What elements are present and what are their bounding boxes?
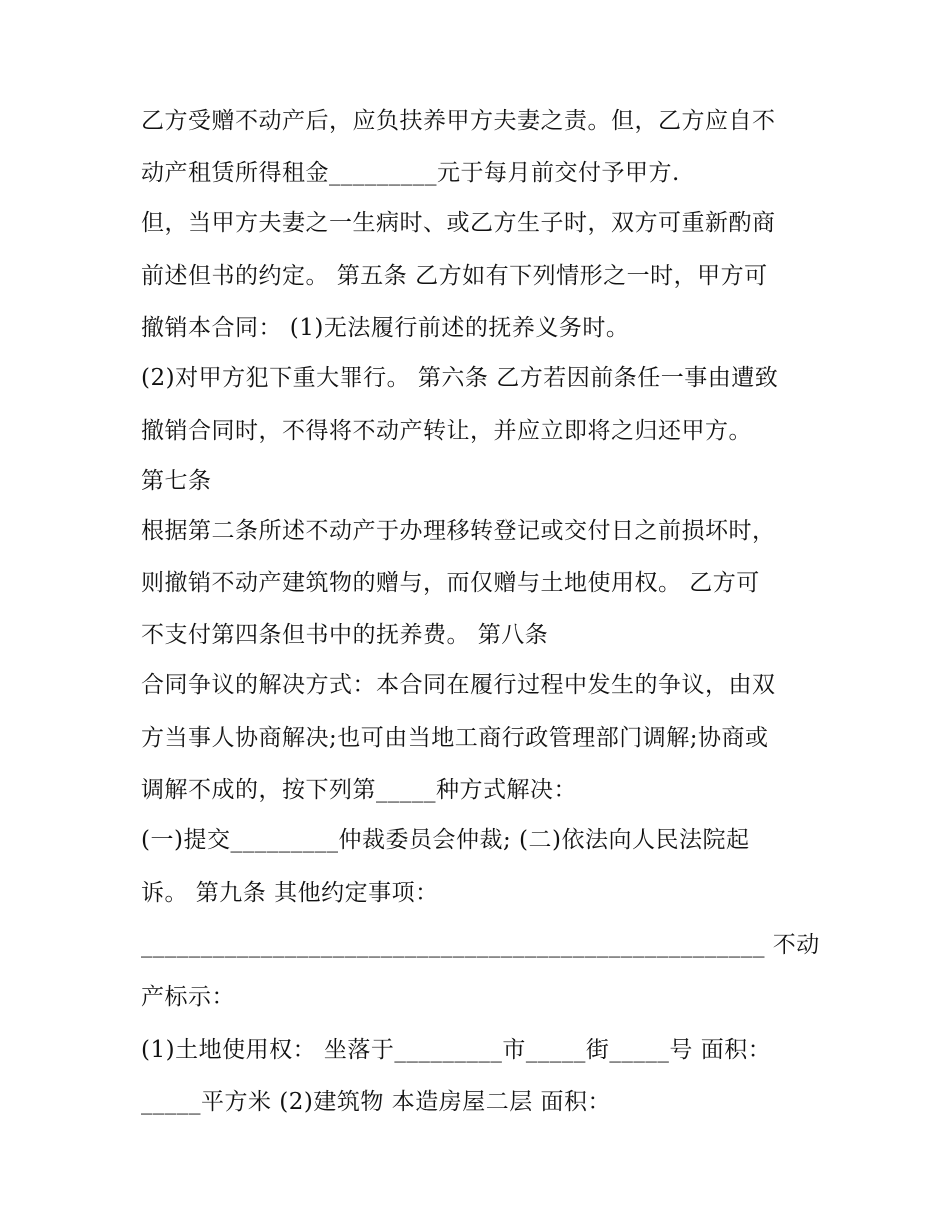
text-line: 撤销合同时，不得将不动产转让，并应立即将之归还甲方。	[141, 417, 752, 444]
text-line: 则撤销不动产建筑物的赠与，而仅赠与土地使用权。 乙方可	[141, 569, 760, 596]
text-line: 根据第二条所述不动产于办理移转登记或交付日之前损坏时，	[141, 517, 776, 544]
text-line: 乙方受赠不动产后，应负扶养甲方夫妻之责。但，乙方应自不	[141, 108, 776, 134]
text-line: (2)对甲方犯下重大罪行。 第六条 乙方若因前条任一事由遭致	[141, 365, 779, 392]
document-body	[141, 108, 821, 1141]
text-line: 诉。 第九条 其他约定事项：	[141, 879, 439, 906]
text-line: 不支付第四条但书中的抚养费。 第八条	[141, 622, 549, 649]
text-line: 第七条	[141, 467, 212, 494]
text-line: 动产租赁所得租金_________元于每月前交付予甲方.	[141, 160, 680, 187]
text-line: 但，当甲方夫妻之一生病时、或乙方生子时，双方可重新酌商	[141, 210, 776, 237]
text-line: 产标示：	[141, 984, 235, 1011]
text-line: 方当事人协商解决;也可由当地工商行政管理部门调解;协商或	[141, 724, 769, 751]
text-line: _____平方米 (2)建筑物 本造房屋二层 面积：	[141, 1089, 612, 1116]
text-line: (一)提交_________仲裁委员会仲裁; (二)依法向人民法院起	[141, 827, 750, 854]
text-line: ____________________________________________________ 不动	[141, 931, 820, 958]
text-line: (1)土地使用权： 坐落于_________市_____街_____号 面积：	[141, 1036, 772, 1063]
text-line: 合同争议的解决方式：本合同在履行过程中发生的争议，由双	[141, 672, 776, 699]
text-line: 撤销本合同： (1)无法履行前述的抚养义务时。	[141, 315, 630, 342]
text-line: 前述但书的约定。 第五条 乙方如有下列情形之一时，甲方可	[141, 262, 768, 289]
text-line: 调解不成的，按下列第_____种方式解决：	[141, 777, 577, 804]
